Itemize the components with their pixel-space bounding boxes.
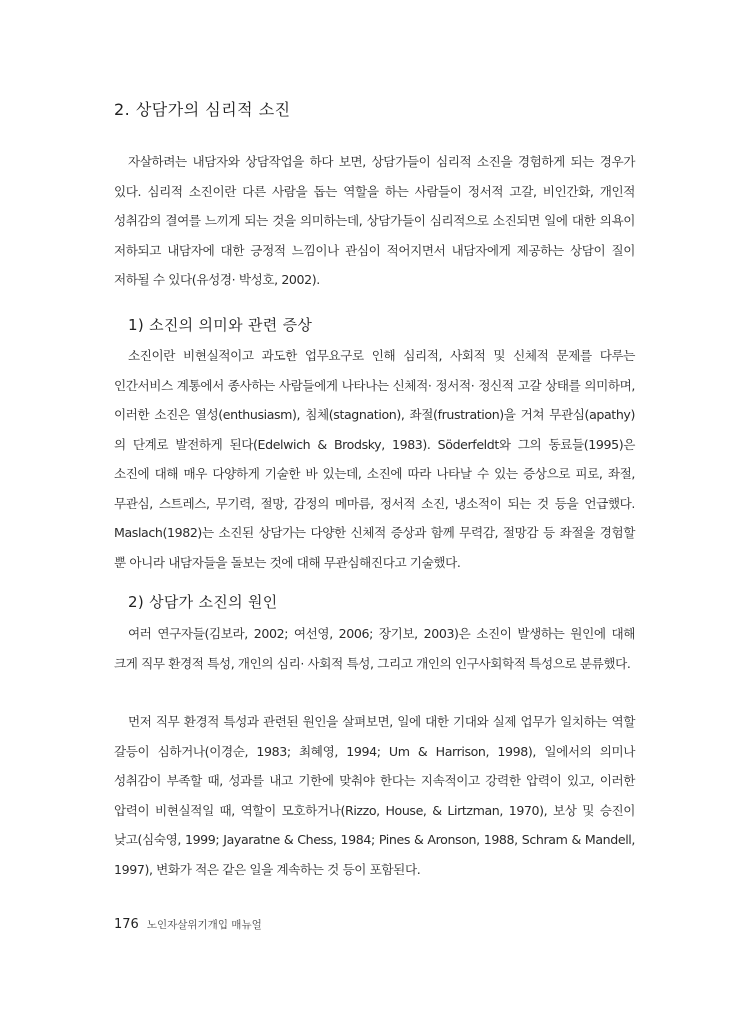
subsection-2-text-1: 여러 연구자들(김보라, 2002; 여선영, 2006; 장기보, 2003)은 소진이 발생하는 원인에 대해 크게 직무 환경적 특성, 개인의 심리· 사회적 특성, 그리고 개인의 인구사회학적 특성으로 분류했다.	[114, 626, 635, 671]
subsection-1-title: 1) 소진의 의미와 관련 증상	[128, 316, 313, 334]
subsection-2-paragraph-2	[114, 707, 635, 884]
book-title: 노인자살위기개입 매뉴얼	[146, 919, 262, 931]
section-intro-text: 자살하려는 내담자와 상담작업을 하다 보면, 상담가들이 심리적 소진을 경험하게 되는 경우가 있다. 심리적 소진이란 다른 사람을 돕는 역할을 하는 사람들이 정서적 고갈, 비인간화, 개인적 성취감의 결여를 느끼게 되는 것을 의미하는데, 상담가들이 심리적으로 소진되면 일에 대한 의욕이 저하되고 내담자에 대한 긍정적 느낌이나 관심이 적어지면서 내담자에게 제공하는 상담이 질이 저하될 수 있다(유성경· 박성호, 2002).	[114, 154, 635, 287]
page-number: 176	[114, 917, 139, 932]
subsection-2-title: 2) 상담가 소진의 원인	[128, 593, 278, 611]
subsection-1-text: 소진이란 비현실적이고 과도한 업무요구로 인해 심리적, 사회적 및 신체적 문제를 다루는 인간서비스 계통에서 종사하는 사람들에게 나타나는 신체적· 정서적· 정신적 고갈 상태를 의미하며, 이러한 소진은 열성(enthusiasm), 침체(stagnation), 좌절(frustration)을 거쳐 무관심(apathy)의 단계로 발전하게 된다(Edelwich & Brodsky, 1983). Söderfeldt와 그의 동료들(1995)은 소진에 대해 매우 다양하게 기술한 바 있는데, 소진에 따라 나타날 수 있는 증상으로 피로, 좌절, 무관심, 스트레스, 무기력, 절망, 감정의 메마름, 정서적 소진, 냉소적이 되는 것 등을 언급했다. Maslach(1982)는 소진된 상담가는 다양한 신체적 증상과 함께 무력감, 절망감 등 좌절을 경험할 뿐 아니라 내담자들을 돌보는 것에 대해 무관심해진다고 기술했다.	[114, 348, 635, 570]
subsection-2-text-2: 먼저 직무 환경적 특성과 관련된 원인을 살펴보면, 일에 대한 기대와 실제 업무가 일치하는 역할 갈등이 심하거나(이경순, 1983; 최혜영, 1994; Um & Harrison, 1998), 일에서의 의미나 성취감이 부족할 때, 성과를 내고 기한에 맞춰야 한다는 지속적이고 강력한 압력이 있고, 이러한 압력이 비현실적일 때, 역할이 모호하거나(Rizzo, House, & Lirtzman, 1970), 보상 및 승진이 낮고(심숙영, 1999; Jayaratne & Chess, 1984; Pines & Aronson, 1988, Schram & Mandell, 1997), 변화가 적은 같은 일을 계속하는 것 등이 포함된다.	[114, 714, 635, 877]
section-title: 2. 상담가의 심리적 소진	[114, 100, 291, 119]
section-intro-paragraph	[114, 147, 635, 295]
subsection-1-paragraph	[114, 341, 635, 577]
page-footer	[114, 917, 262, 932]
subsection-2-paragraph-1	[114, 619, 635, 678]
